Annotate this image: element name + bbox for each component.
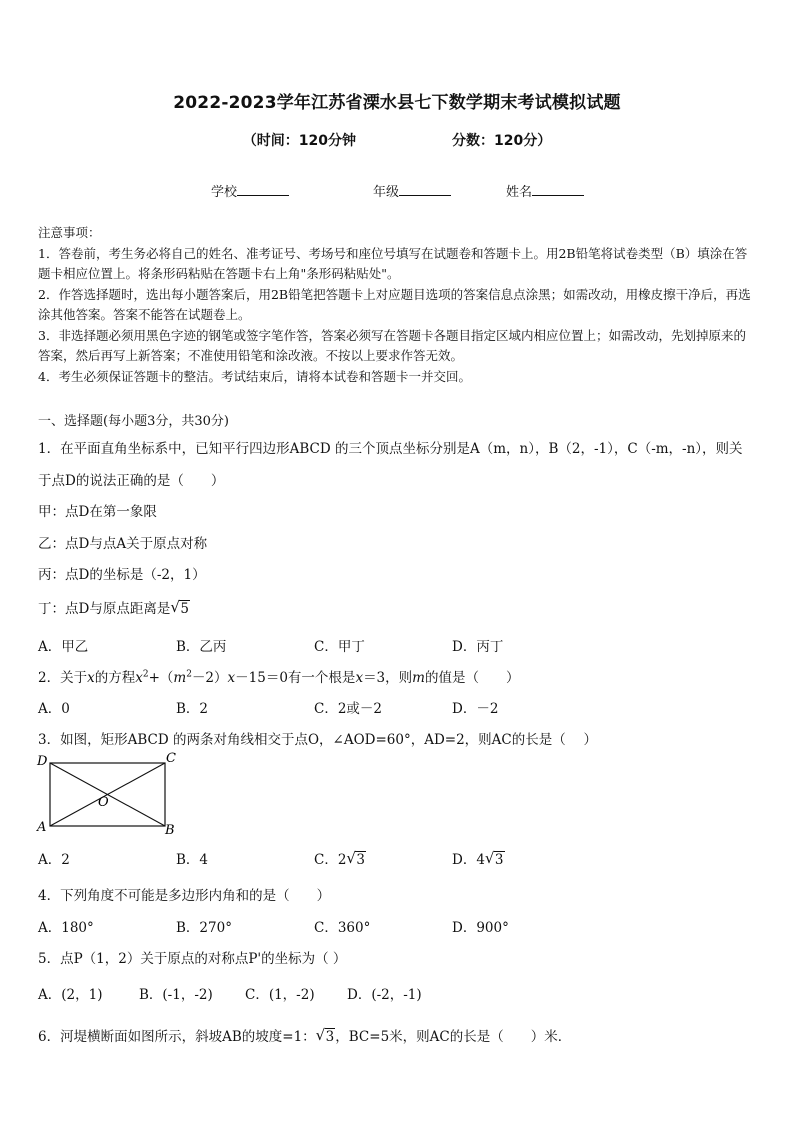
q4-option-d[interactable]: D．900° [452,920,509,936]
q2-var-x: x [227,670,236,686]
q2-option-a[interactable]: A．0 [38,701,70,717]
q5-option-a[interactable]: A．(2，1) [38,987,103,1003]
notes-block [38,223,758,387]
q5-option-d[interactable]: D．(-2，-1) [347,987,422,1003]
q2-exponent: 2 [142,669,149,680]
notes-item: 1．答卷前，考生务必将自己的姓名、准考证号、考场号和座位号填写在试题卷和答题卡上。用2B铅笔将试卷类型（B）填涂在答题卡相应位置上。将条形码粘贴在答题卡右上角"条形码粘贴处"。 [38,245,748,281]
q2-var-x: x [87,670,95,686]
sqrt-symbol: √ 3 [346,849,366,868]
name-field[interactable] [506,181,584,200]
q1-stem-line1: 1．在平面直角坐标系中，已知平行四边形ABCD 的三个顶点坐标分别是A（m，n），B（2，-1），C（-m，-n），则关 [38,441,743,457]
notes-item: 2．作答选择题时，选出每小题答案后，用2B铅笔把答题卡上对应题目选项的答案信息点涂黑；如需改动，用橡皮擦干净后，再选涂其他答案。答案不能答在试题卷上。 [38,286,751,322]
q2-text: －15＝0有一个根是 [235,670,356,686]
q6-text: ，BC=5米，则AC的长是（ ）米． [335,1029,572,1045]
q3-option-d[interactable] [452,848,505,868]
q2-var-x: x [135,670,143,686]
q1-option-d[interactable]: D．丙丁 [452,639,504,655]
grade-field[interactable] [373,181,451,200]
q5-stem: 5．点P（1，2）关于原点的对称点P'的坐标为（ ） [38,951,347,967]
sqrt-radicand: 3 [494,852,504,868]
q1-ding-text: 丁：点D与原点距离是 [38,601,171,617]
sqrt-radicand: 3 [356,852,366,868]
q2-option-b[interactable]: B．2 [176,701,209,717]
q6-text: 6．河堤横断面如图所示，斜坡AB的坡度=1： [38,1029,316,1045]
label-b: B [165,823,175,838]
q3-option-b[interactable]: B．4 [176,852,209,868]
q2-stem [38,666,519,686]
school-blank[interactable] [237,183,289,196]
label-o: O [98,795,109,810]
label-c: C [166,751,176,766]
q2-text: +（ [148,670,174,686]
q2-var-m: m [173,670,187,686]
notes-item: 3．非选择题必须用黑色字迹的钢笔或签字笔作答，答案必须写在答题卡各题目指定区域内相应位置上；如需改动，先划掉原来的答案，然后再写上新答案；不准使用铅笔和涂改液。不按以上要求作答无效。 [38,327,746,363]
time-text: （时间：120分钟 [242,133,356,149]
q2-var-x: x [355,670,364,686]
q4-option-b[interactable]: B．270° [176,920,232,936]
sqrt-symbol: √ 3 [315,1026,335,1045]
q1-statement-ding [38,597,190,617]
q2-var-m: m [412,670,425,686]
notes-item: 4．考生必须保证答题卡的整洁。考试结束后，请将本试卷和答题卡一并交回。 [38,368,471,384]
section-heading: 一、选择题(每小题3分，共30分) [38,414,229,429]
q1-statement-bing: 丙：点D的坐标是（-2，1） [38,567,206,583]
q1-option-b[interactable]: B．乙丙 [176,639,227,655]
grade-blank[interactable] [399,183,451,196]
q3-option-c-text: C．2 [314,852,347,868]
sqrt-radicand: 5 [180,601,189,617]
q5-option-b[interactable]: B．(-1，-2) [139,987,213,1003]
q2-exponent: 2 [186,669,192,680]
rectangle-diagram [34,750,184,838]
q2-option-d[interactable]: D．－2 [452,701,499,717]
q5-option-c[interactable]: C．(1，-2) [245,987,315,1003]
grade-label: 年级 [373,185,400,200]
q4-option-a[interactable]: A．180° [38,920,94,936]
q1-statement-yi: 乙：点D与点A关于原点对称 [38,536,208,552]
name-label: 姓名 [506,185,533,200]
exam-subtitle [0,130,794,150]
q2-option-c[interactable]: C．2或－2 [314,701,383,717]
q6-stem [38,1025,571,1045]
sqrt-symbol: √ 5 [170,598,189,617]
sqrt-symbol: √ 3 [484,849,504,868]
label-d: D [37,754,48,769]
sqrt-radicand: 3 [325,1029,335,1045]
q2-text: 的方程 [94,670,136,686]
school-field[interactable] [211,181,289,200]
q3-option-d-text: D．4 [452,852,485,868]
q1-option-a[interactable]: A．甲乙 [38,639,89,655]
q2-text: ＝3，则 [363,670,413,686]
q1-statement-jia: 甲：点D在第一象限 [38,504,157,520]
q1-stem-line2: 于点D的说法正确的是（ ） [38,473,225,489]
notes-heading: 注意事项： [38,225,101,240]
page-title: 2022-2023学年江苏省溧水县七下数学期末考试模拟试题 [173,93,621,113]
q2-text: 2．关于 [38,670,88,686]
q1-option-c[interactable]: C．甲丁 [314,639,365,655]
q2-text: －2） [191,670,228,686]
q4-stem: 4．下列角度不可能是多边形内角和的是（ ） [38,888,331,904]
q3-option-a[interactable]: A．2 [38,852,70,868]
name-blank[interactable] [532,183,584,196]
label-a: A [37,820,47,835]
q3-stem: 3．如图，矩形ABCD 的两条对角线相交于点O，∠AOD=60°，AD=2，则AC的长是（ ） [38,732,598,748]
q3-option-c[interactable] [314,848,366,868]
q4-option-c[interactable]: C．360° [314,920,371,936]
school-label: 学校 [211,185,238,200]
score-text: 分数：120分） [452,133,552,149]
q2-text: 的值是（ ） [424,670,520,686]
